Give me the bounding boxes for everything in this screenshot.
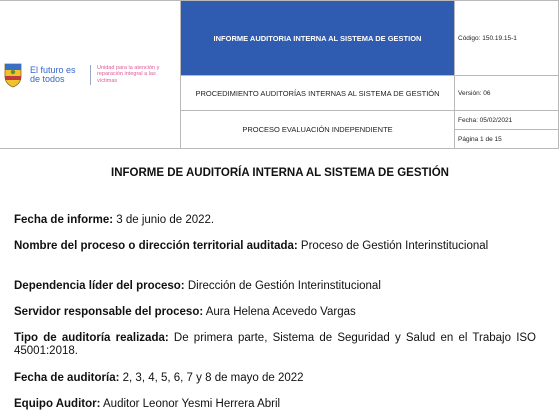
- field-value: De primera parte, Sistema de Seguridad y Salud en el Trabajo ISO 45001:2018.: [14, 332, 537, 357]
- field-audit-type: [14, 332, 536, 358]
- field-value: 3 de junio de 2022.: [113, 214, 215, 226]
- logo-cell: [0, 1, 181, 149]
- field-value: Dirección de Gestión Interinstitucional: [184, 280, 381, 292]
- field-label: Fecha de informe:: [14, 214, 114, 226]
- report-title-cell: INFORME AUDITORIA INTERNA AL SISTEMA DE GESTION: [181, 1, 455, 76]
- field-label: Fecha de auditoría:: [14, 372, 120, 384]
- field-value: Auditor Leonor Yesmi Herrera Abril: [100, 398, 281, 410]
- process-cell: PROCESO EVALUACIÓN INDEPENDIENTE: [181, 111, 455, 149]
- date-cell: Fecha: 05/02/2021: [455, 111, 559, 130]
- document-header-table: [0, 0, 559, 149]
- field-value: Proceso de Gestión Interinstitucional: [297, 240, 489, 252]
- document-title: INFORME DE AUDITORÍA INTERNA AL SISTEMA DE GESTIÓN: [111, 167, 449, 179]
- field-label: Nombre del proceso o dirección territorial auditada:: [14, 240, 298, 252]
- brand-divider: [90, 65, 91, 85]
- field-value: 2, 3, 4, 5, 6, 7 y 8 de mayo de 2022: [119, 372, 304, 384]
- field-label: Tipo de auditoría realizada:: [14, 332, 169, 344]
- brand-main-text: El futuro es de todos: [30, 64, 76, 84]
- field-report-date: [14, 214, 536, 227]
- field-label: Dependencia líder del proceso:: [14, 280, 185, 292]
- entity-logo: [0, 62, 180, 88]
- field-value: Aura Helena Acevedo Vargas: [203, 306, 356, 318]
- coat-of-arms-icon: [2, 62, 24, 88]
- field-audit-dates: [14, 372, 536, 385]
- field-label: Equipo Auditor:: [14, 398, 101, 410]
- field-label: Servidor responsable del proceso:: [14, 306, 204, 318]
- procedure-cell: PROCEDIMIENTO AUDITORÍAS INTERNAS AL SISTEMA DE GESTIÓN: [181, 76, 455, 111]
- field-lead-department: [14, 280, 536, 293]
- version-cell: Versión: 06: [455, 76, 559, 111]
- code-cell: Código: 150.19.15-1: [455, 1, 559, 76]
- field-responsible-officer: [14, 306, 536, 319]
- field-process-name: [14, 240, 536, 253]
- field-audit-team: [14, 398, 536, 411]
- page-cell: Página 1 de 15: [455, 130, 559, 149]
- brand-sub-text: Unidad para la atención y reparación integral a las víctimas: [97, 64, 160, 84]
